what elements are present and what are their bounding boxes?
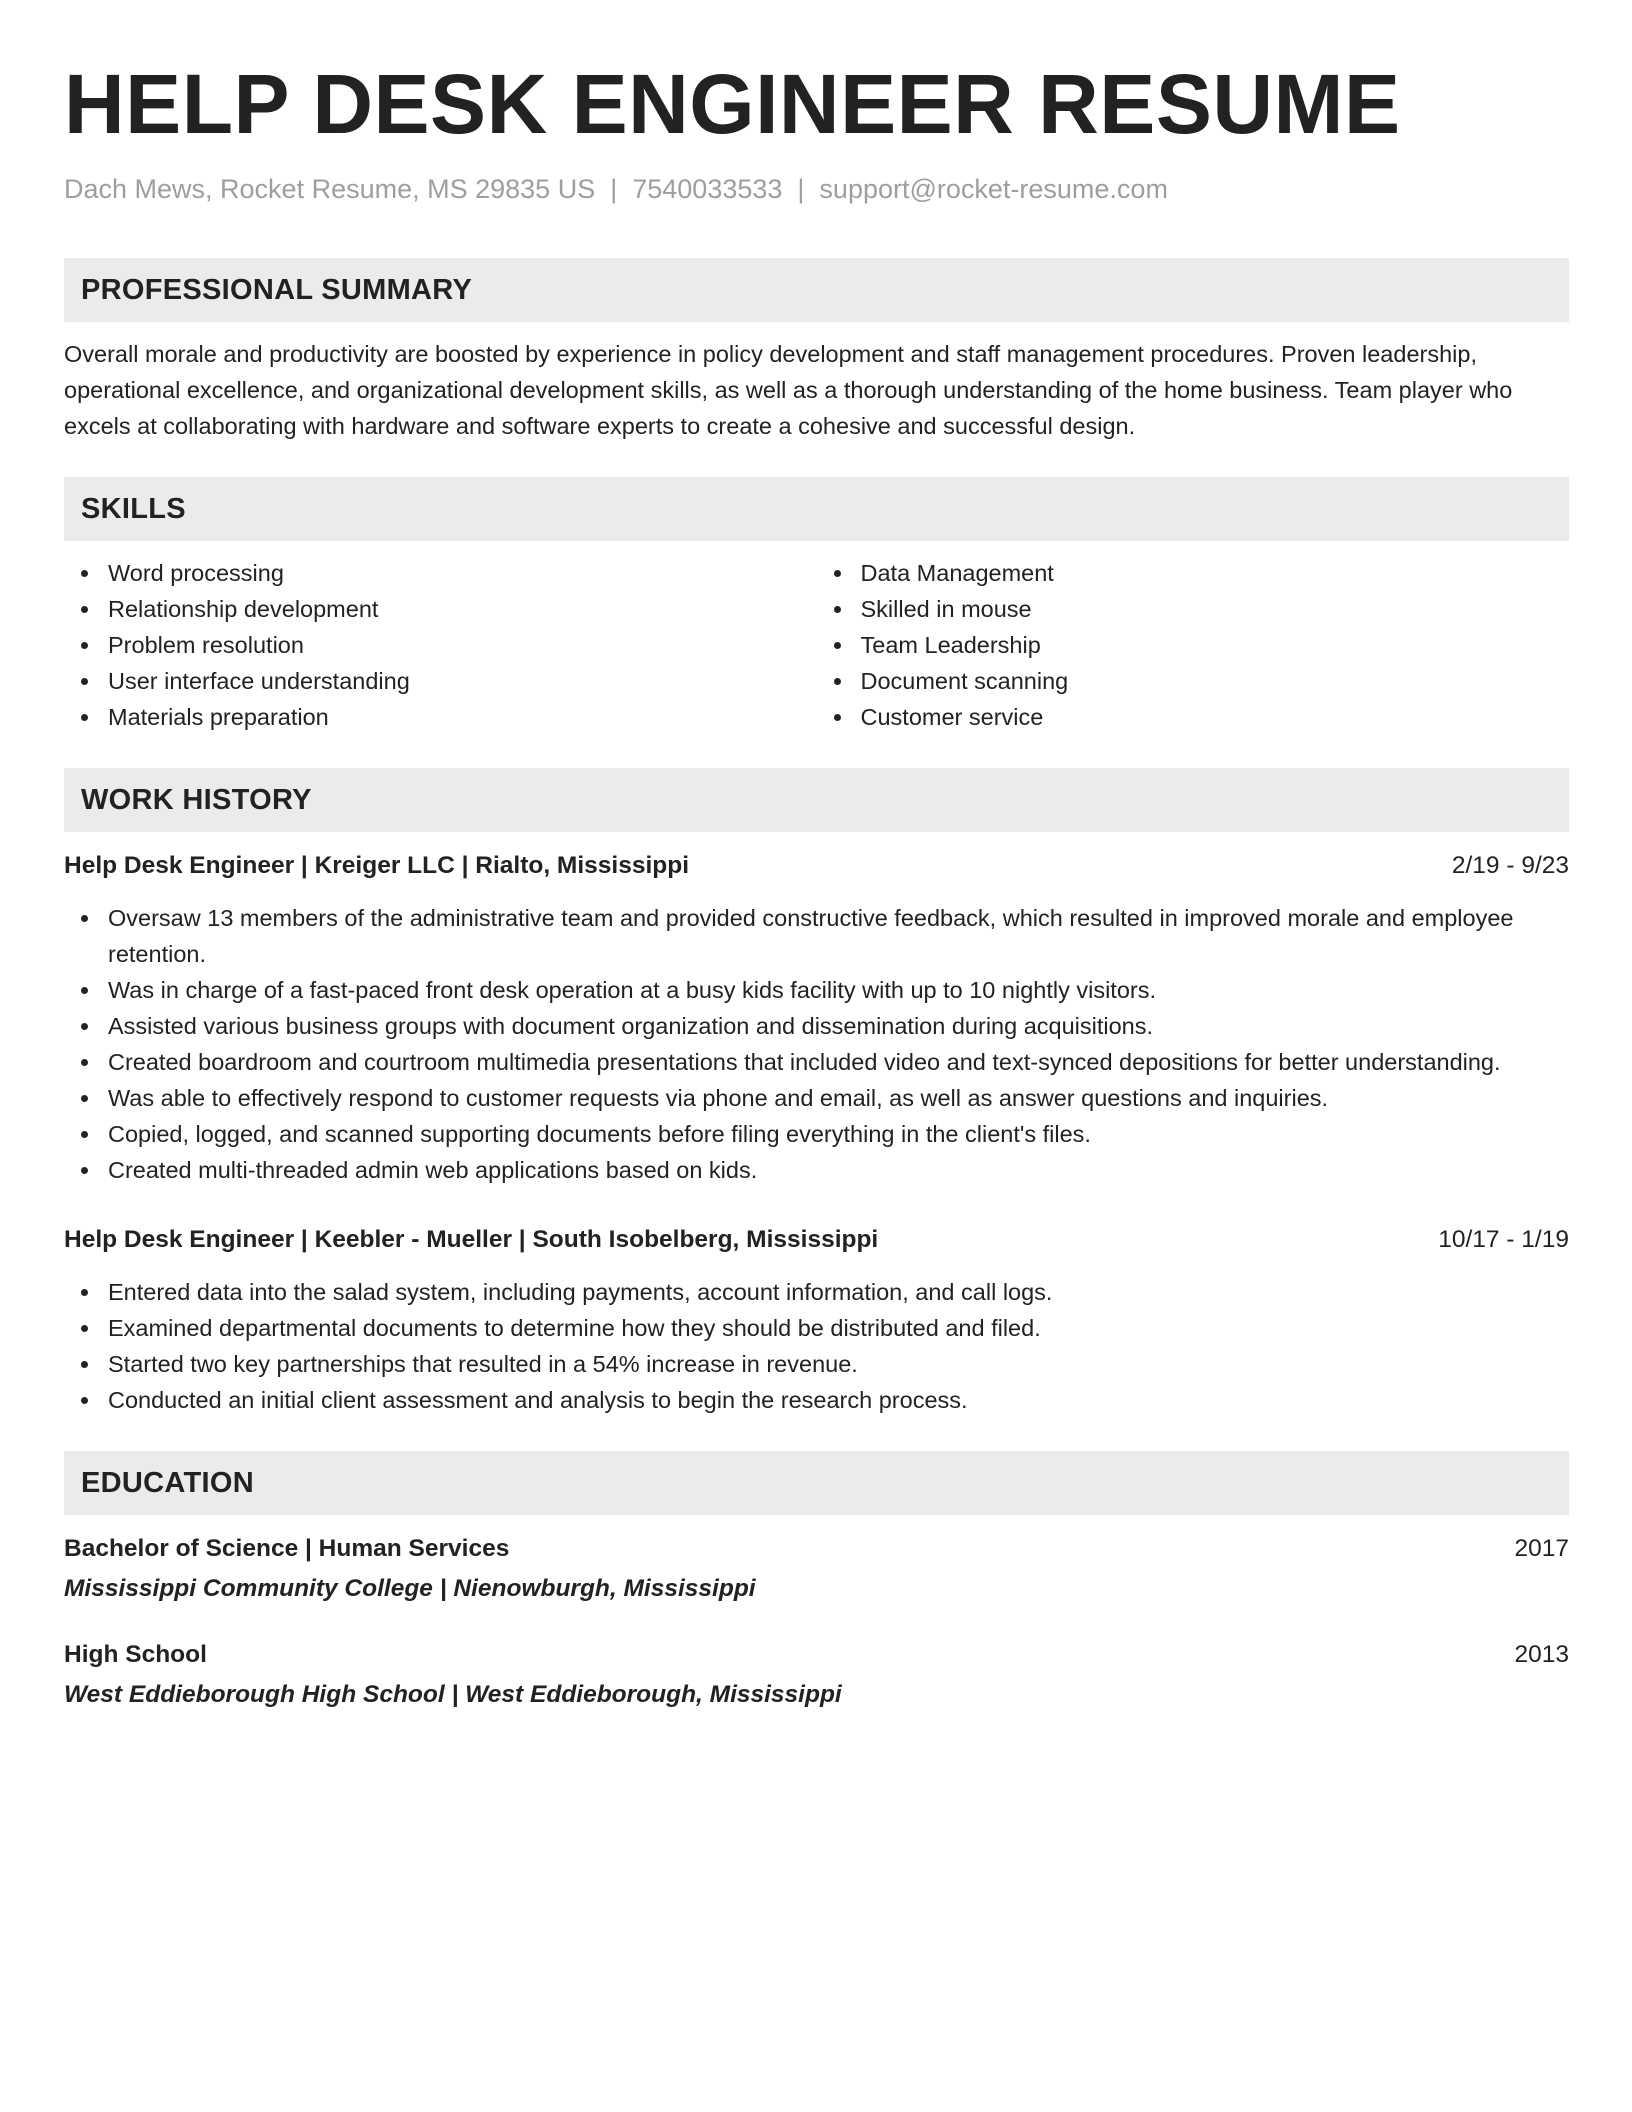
section-header-summary: PROFESSIONAL SUMMARY [64,258,1569,322]
summary-text: Overall morale and productivity are boosted by experience in policy development and staff management procedures. Proven leadership, operational excellence, and organizational development skills, as well as a thorough understanding of the home business. Team player who excels at collaborating with hardware and software experts to create a cohesive and successful design. [64,341,1513,439]
section-header-work-history: WORK HISTORY [64,768,1569,832]
skill-item: Word processing [64,555,817,591]
skill-item: Team Leadership [817,627,1570,663]
education-header [64,1531,1569,1567]
skill-item: Materials preparation [64,699,817,735]
skill-item: Data Management [817,555,1570,591]
education-year: 2013 [1514,1641,1569,1668]
job-entry [64,1222,1569,1418]
contact-address: Dach Mews, Rocket Resume, MS 29835 US [64,174,596,204]
education-school: Mississippi Community College | Nienowburgh, Mississippi [64,1575,756,1602]
job-bullet: Assisted various business groups with document organization and dissemination during acquisitions. [64,1008,1569,1044]
job-title: Help Desk Engineer | Keebler - Mueller | South Isobelberg, Mississippi [64,1226,879,1253]
skill-item: Relationship development [64,591,817,627]
job-entry [64,848,1569,1188]
contact-separator: | [610,174,618,204]
skill-item: User interface understanding [64,663,817,699]
skill-item: Customer service [817,699,1570,735]
job-bullet: Copied, logged, and scanned supporting documents before filing everything in the client's files. [64,1116,1569,1152]
education-school: West Eddieborough High School | West Eddieborough, Mississippi [64,1681,842,1708]
job-dates: 10/17 - 1/19 [1438,1226,1569,1253]
education-header [64,1637,1569,1673]
job-bullets [64,900,1569,1188]
section-header-education: EDUCATION [64,1451,1569,1515]
skill-item: Skilled in mouse [817,591,1570,627]
job-header [64,1222,1569,1258]
skills-left-column [64,555,817,735]
job-bullet: Conducted an initial client assessment and analysis to begin the research process. [64,1382,1569,1418]
education-degree: Bachelor of Science | Human Services [64,1535,510,1562]
job-bullet: Was able to effectively respond to customer requests via phone and email, as well as answer questions and inquiries. [64,1080,1569,1116]
contact-separator: | [797,174,805,204]
resume-title: HELP DESK ENGINEER RESUME [64,57,1401,151]
education-entry [64,1531,1569,1607]
contact-line [64,172,1569,206]
job-title: Help Desk Engineer | Kreiger LLC | Rialto, Mississippi [64,852,690,879]
job-bullet: Entered data into the salad system, including payments, account information, and call logs. [64,1274,1569,1310]
job-bullet: Oversaw 13 members of the administrative team and provided constructive feedback, which resulted in improved morale and employee retention. [64,900,1569,972]
skills-grid [64,555,1569,735]
job-bullet: Started two key partnerships that resulted in a 54% increase in revenue. [64,1346,1569,1382]
skill-item: Problem resolution [64,627,817,663]
job-bullet: Examined departmental documents to determine how they should be distributed and filed. [64,1310,1569,1346]
job-header [64,848,1569,884]
education-degree: High School [64,1641,207,1668]
education-year: 2017 [1514,1535,1569,1562]
job-bullet: Created multi-threaded admin web applications based on kids. [64,1152,1569,1188]
section-header-skills: SKILLS [64,477,1569,541]
contact-email: support@rocket-resume.com [819,174,1168,204]
contact-phone: 7540033533 [632,174,783,204]
job-bullets [64,1274,1569,1418]
skills-right-column [817,555,1570,735]
skill-item: Document scanning [817,663,1570,699]
job-dates: 2/19 - 9/23 [1451,852,1569,879]
job-bullet: Created boardroom and courtroom multimedia presentations that included video and text-synced depositions for better understanding. [64,1044,1569,1080]
job-bullet: Was in charge of a fast-paced front desk operation at a busy kids facility with up to 10 nightly visitors. [64,972,1569,1008]
education-entry [64,1637,1569,1713]
